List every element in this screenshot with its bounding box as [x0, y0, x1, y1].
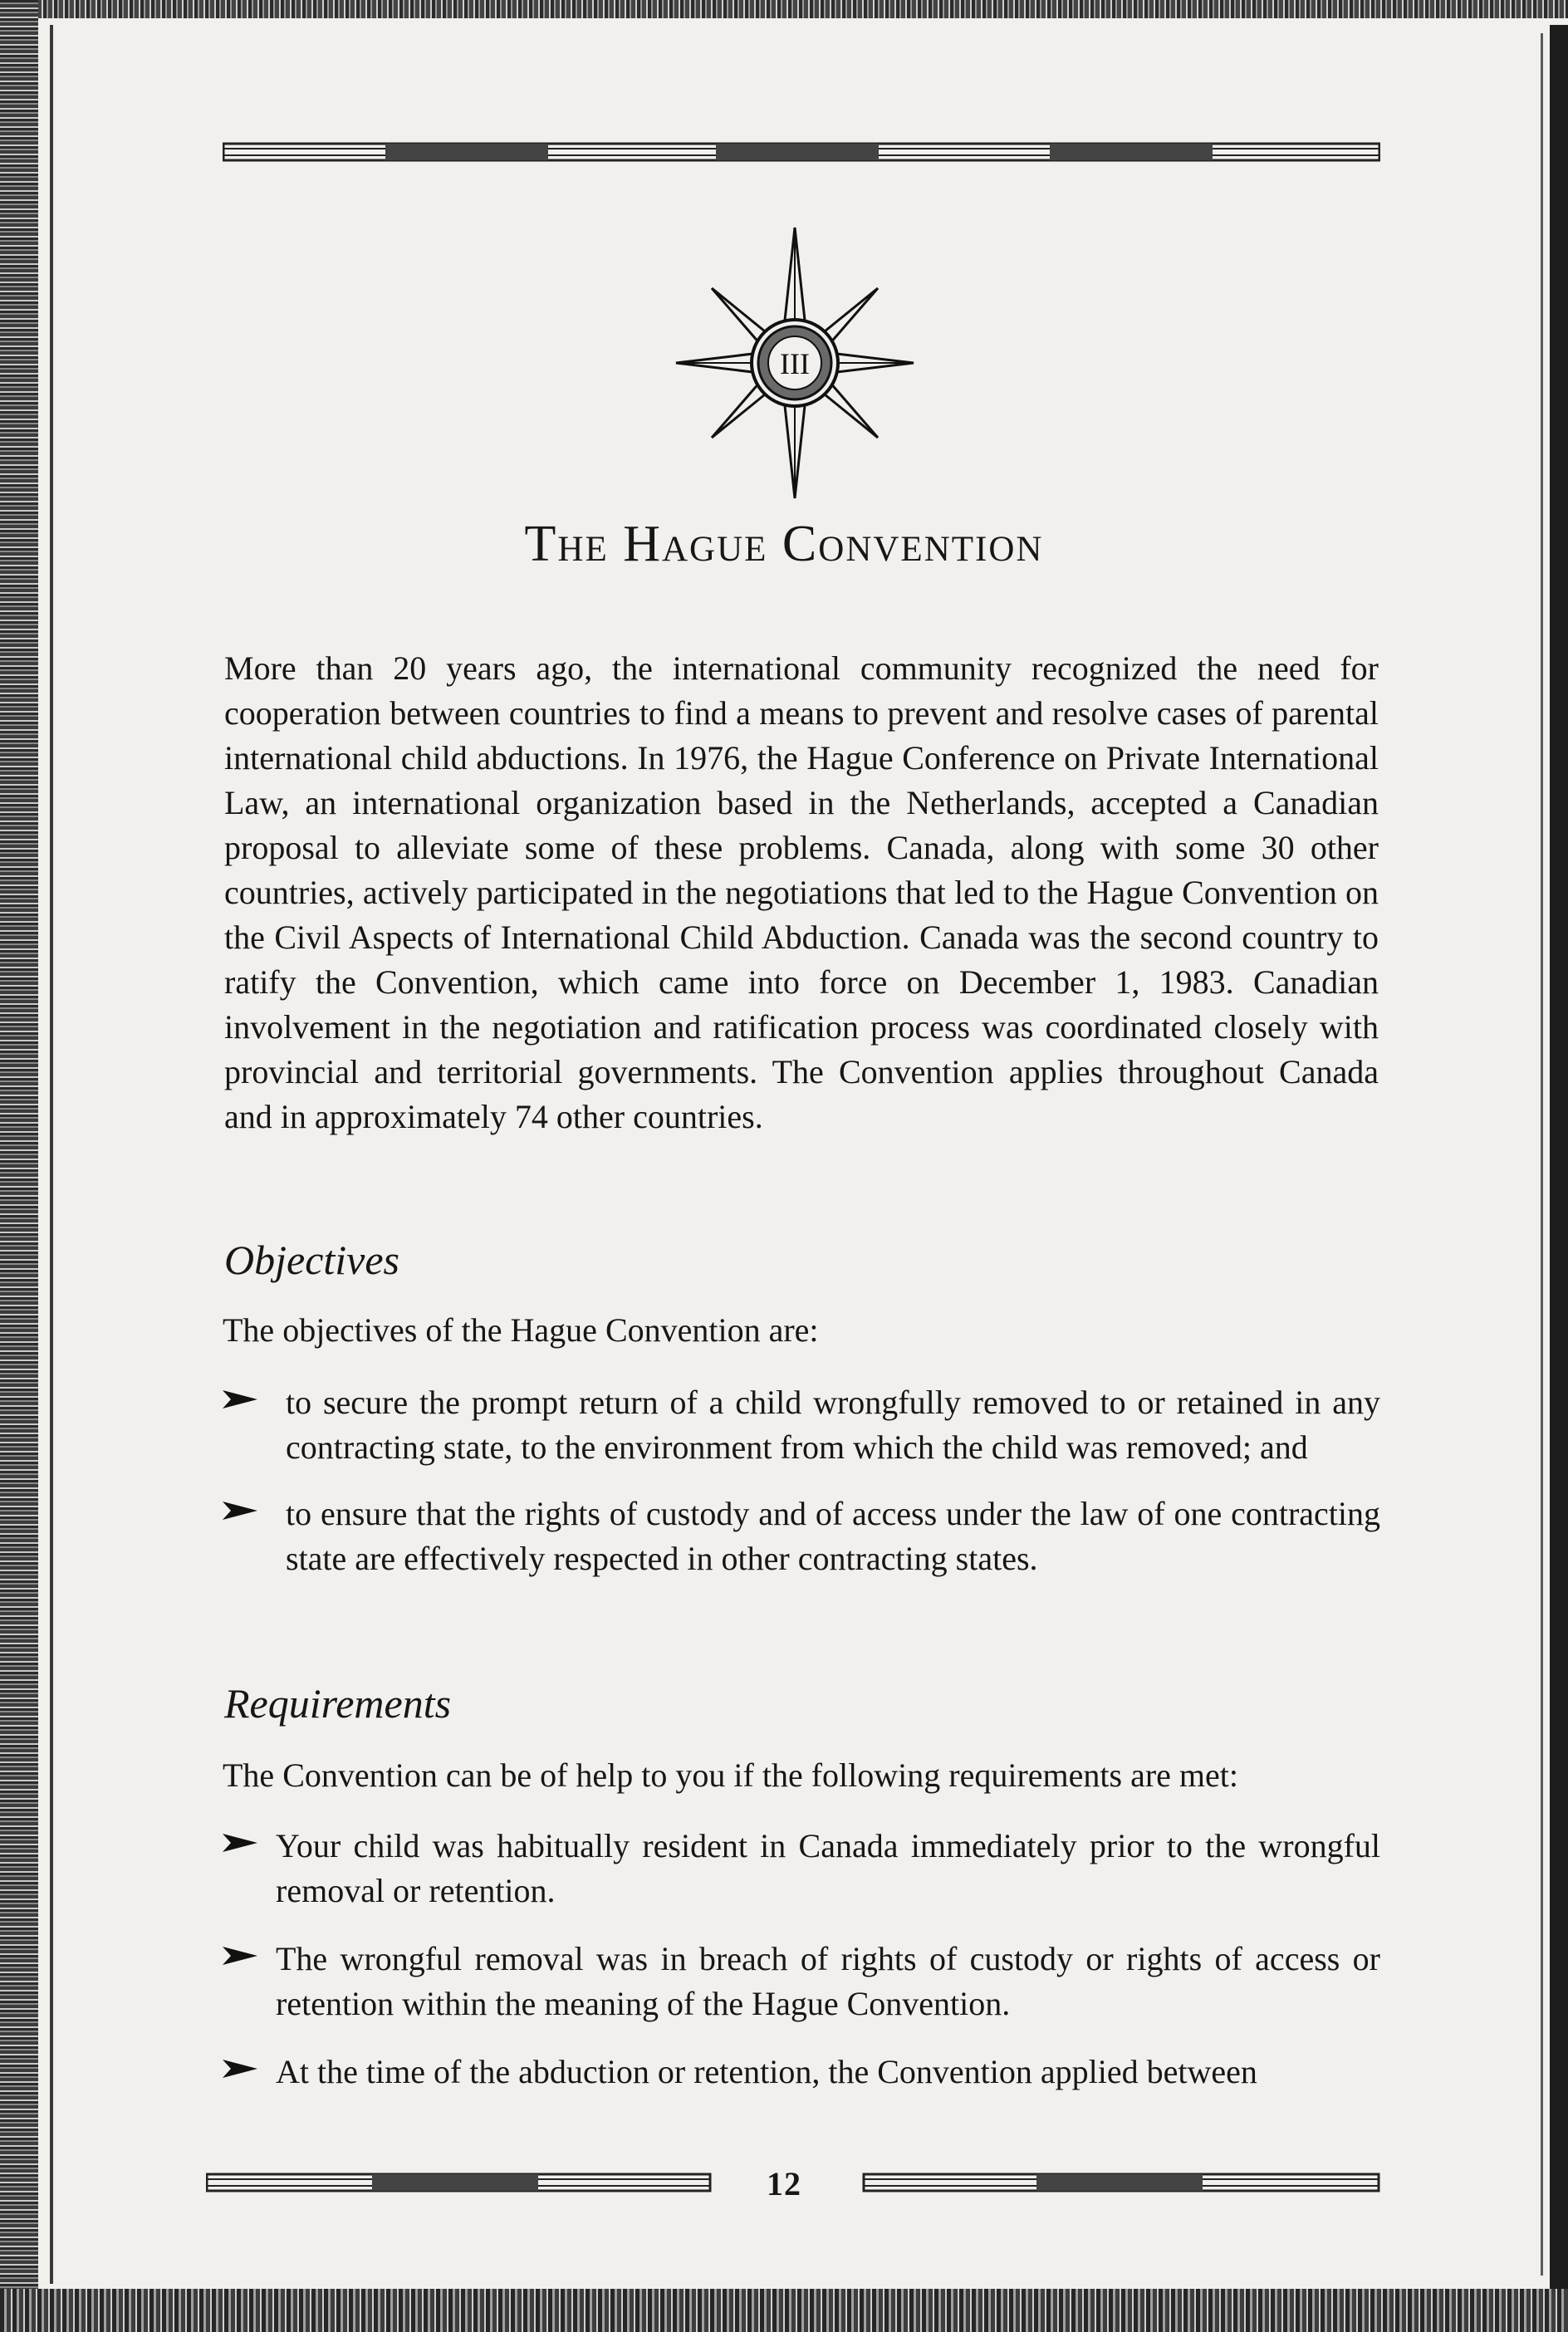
arrowhead-bullet-icon [221, 2058, 259, 2080]
objectives-lead: The objectives of the Hague Convention are: [223, 1311, 819, 1349]
arrowhead-bullet-icon [221, 1945, 259, 1967]
list-item [218, 1380, 1380, 1470]
arrowhead-bullet-icon [221, 1389, 259, 1410]
requirement-text: Your child was habitually resident in Canada immediately prior to the wrongful removal or retention. [276, 1827, 1380, 1909]
list-item [218, 1492, 1380, 1581]
compass-star-emblem [674, 226, 915, 500]
chapter-numeral: III [780, 347, 810, 380]
scan-edge-top [0, 0, 1568, 18]
objectives-heading: Objectives [224, 1237, 400, 1283]
scan-edge-right [1550, 25, 1568, 2300]
arrowhead-bullet-icon [221, 1832, 259, 1854]
scan-edge-left-line [50, 25, 53, 2284]
objective-text: to secure the prompt return of a child wrongfully removed to or retained in any contracting state, to the environment from which the child was removed; and [286, 1384, 1380, 1466]
objective-text: to ensure that the rights of custody and of access under the law of one contracting state are effectively respected in other contracting states. [286, 1495, 1380, 1577]
requirement-text: The wrongful removal was in breach of rights of custody or rights of access or retention within the meaning of the Hague Convention. [276, 1940, 1380, 2022]
scan-edge-left [0, 0, 38, 2332]
list-item [218, 2050, 1380, 2094]
requirement-text: At the time of the abduction or retention, the Convention applied between [276, 2053, 1257, 2090]
arrowhead-bullet-icon [221, 1500, 259, 1521]
page-title: The Hague Convention [524, 516, 1044, 572]
intro-paragraph: More than 20 years ago, the international community recognized the need for cooperation between countries to find a means to prevent and resolve cases of parental international child abductions. In 1976, the Hague Conference on Private International Law, an international organization based in the Netherlands, accepted a Canadian proposal to alleviate some of these problems. Canada, along with some 30 other countries, actively participated in the negotiations that led to the Hague Convention on the Civil Aspects of International Child Abduction. Canada was the second country to ratify the Convention, which came into force on December 1, 1983. Canadian involvement in the negotiation and ratification process was coordinated closely with provincial and territorial governments. The Convention applies throughout Canada and in approximately 74 other countries. [224, 649, 1379, 1135]
requirements-lead: The Convention can be of help to you if the following requirements are met: [223, 1756, 1238, 1794]
requirements-heading: Requirements [224, 1680, 452, 1727]
list-item [218, 1824, 1380, 1913]
top-decorative-rule [223, 141, 1380, 163]
scan-edge-bottom [0, 2289, 1568, 2332]
page-number: 12 [767, 2165, 801, 2202]
scan-edge-right-line [1541, 33, 1543, 2276]
objectives-list [218, 1380, 1380, 1603]
requirements-list [218, 1824, 1380, 2118]
list-item [218, 1937, 1380, 2026]
